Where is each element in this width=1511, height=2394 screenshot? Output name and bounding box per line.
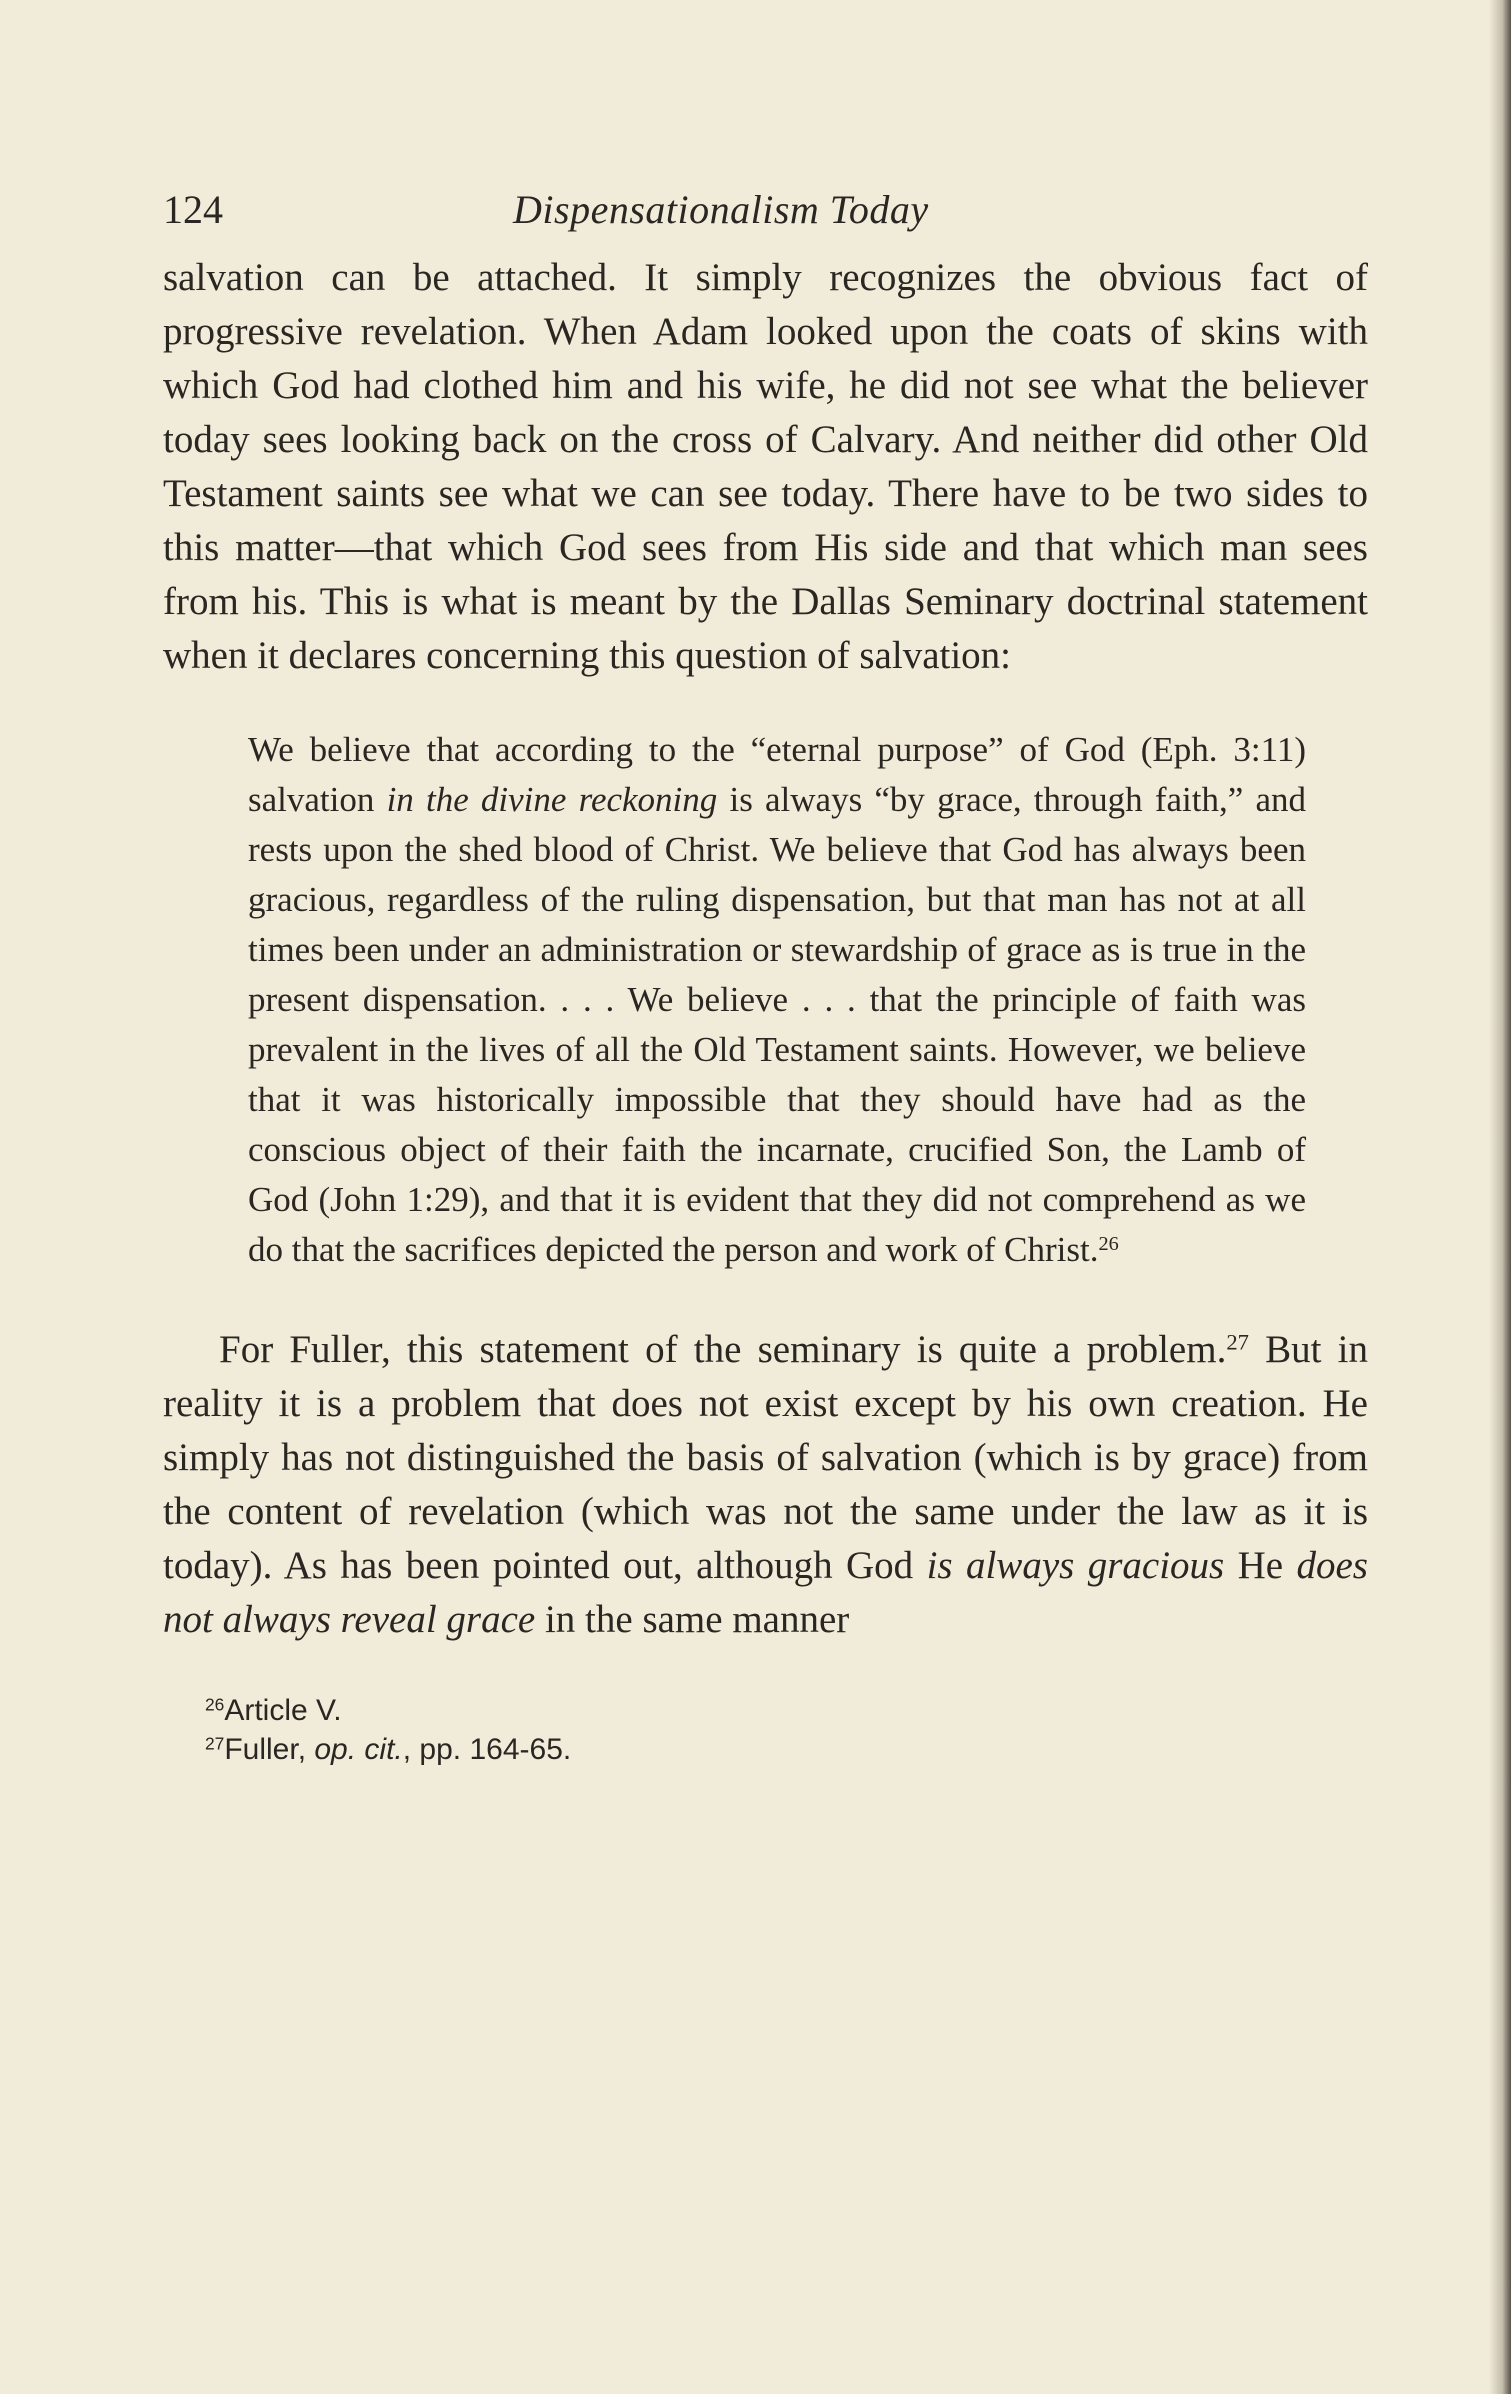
paragraph-2 — [163, 1323, 1368, 1647]
footnote-text-26: Article V. — [224, 1694, 342, 1727]
block-quote — [248, 725, 1306, 1275]
footnote-text-27a: Fuller, — [224, 1733, 315, 1766]
page-gutter-shadow — [1489, 0, 1511, 2394]
page-header — [163, 175, 1368, 245]
paragraph-1: salvation can be attached. It simply recognizes the obvious fact of progressive revelation. When Adam looked upon the coats of skins with which God had clothed him and his wife, he did not see what the believer today sees looking back on the cross of Calvary. And neither did other Old Testament saints see what we can see today. There have to be two sides to this matter—that which God sees from His side and that which man sees from his. This is what is meant by the Dallas Seminary doctrinal statement when it declares concerning this question of salvation: — [163, 256, 1368, 677]
paragraph-2-italic-2: does not always reveal grace — [163, 1544, 1368, 1641]
running-head: Dispensationalism Today — [513, 187, 929, 232]
footnote-26 — [205, 1691, 1368, 1730]
paragraph-2-text-3: He — [1224, 1544, 1297, 1587]
paragraph-2-text-2: But in reality it is a problem that does not exist except by his own creation. He simply has not distinguished the basis of salvation (which is by grace) from the content of revelation (which was not the same under the law as it is today). As has been pointed out, although God — [163, 1328, 1368, 1587]
quote-text-2: is always “by grace, through faith,” and rests upon the shed blood of Christ. We believe that God has always been gracious, regardless of the ruling dispensation, but that man has not at all times been under an administration or stewardship of grace as is true in the present dispensation. . . . We believe . . . that the principle of faith was prevalent in the lives of all the Old Testament saints. However, we believe that it was historically impossible that they should have had as the conscious object of their faith the incarnate, crucified Son, the Lamb of God (John 1:29), and that it is evident that they did not comprehend as we do that the sacrifices depicted the person and work of Christ. — [248, 780, 1306, 1269]
page-number: 124 — [163, 187, 223, 232]
footnote-number-27: 27 — [205, 1733, 225, 1754]
footnote-27 — [205, 1730, 1368, 1769]
quote-text-1: We believe that according to the “eternal purpose” of God (Eph. 3:11) salvation — [248, 730, 1306, 819]
paragraph-2-text-4: in the same manner — [535, 1598, 850, 1641]
footnote-number-26: 26 — [205, 1694, 225, 1715]
paragraph-2-text-1: For Fuller, this statement of the seminary is quite a problem. — [219, 1328, 1227, 1371]
footnote-text-27-italic: op. cit. — [314, 1733, 403, 1766]
paragraph-2-italic-1: is always gracious — [926, 1544, 1225, 1587]
book-page — [163, 175, 1368, 1769]
quote-italic-1: in the divine reckoning — [386, 780, 718, 819]
footnotes — [205, 1691, 1368, 1769]
footnote-ref-26: 26 — [1098, 1232, 1119, 1255]
footnote-text-27b: , pp. 164-65. — [402, 1733, 572, 1766]
footnote-ref-27: 27 — [1226, 1329, 1249, 1355]
